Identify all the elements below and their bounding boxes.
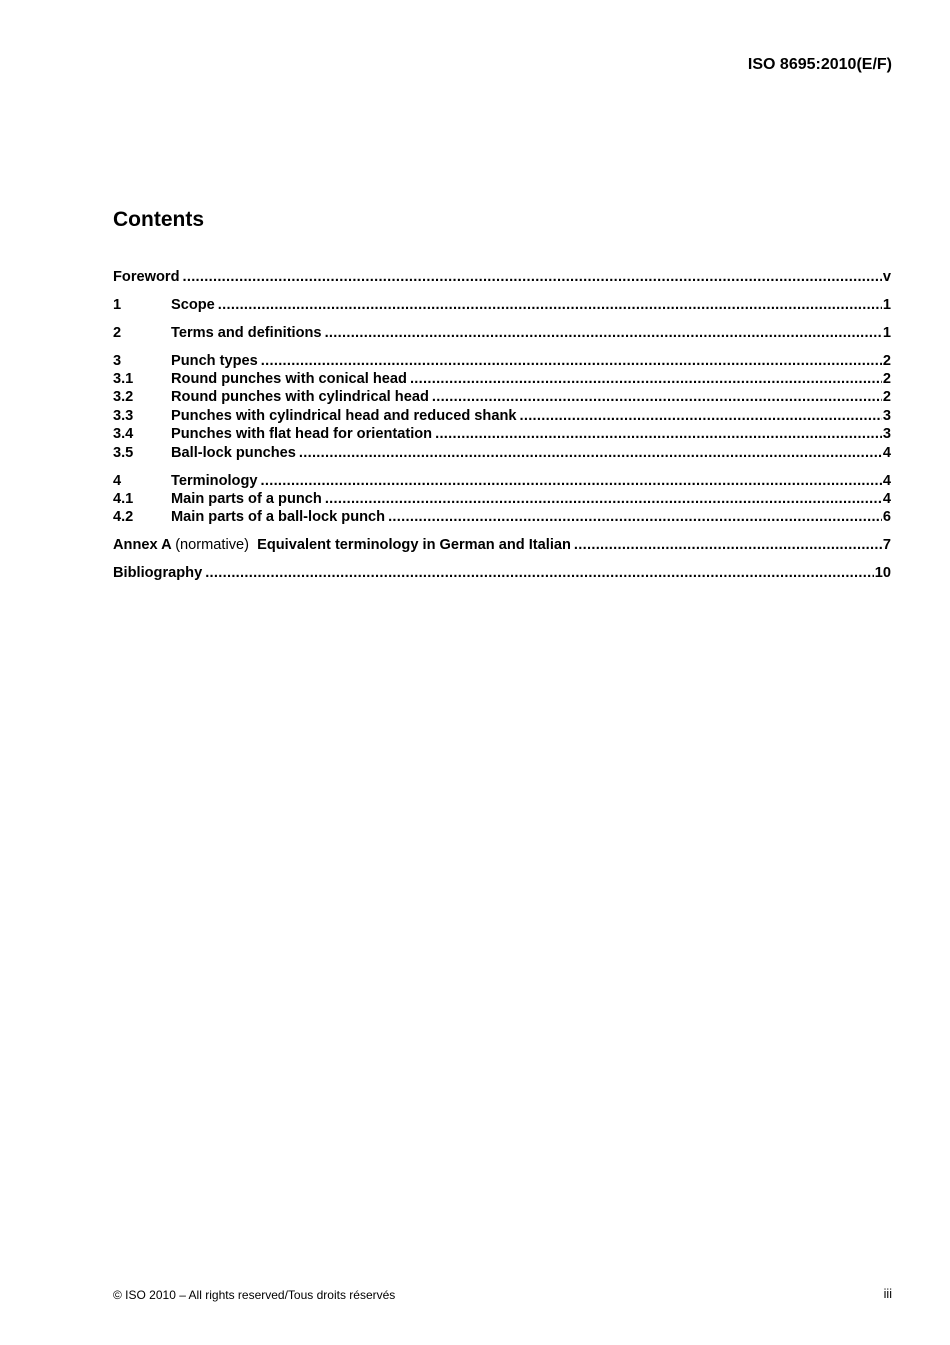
toc-entry-number: 1	[113, 296, 122, 313]
page-number: iii	[883, 1287, 892, 1301]
toc-entry-round-conical[interactable]	[113, 370, 891, 388]
toc-leader-dots	[299, 444, 882, 462]
toc-entry-page: 3	[882, 407, 891, 424]
toc-entry-number: 3.2	[113, 389, 134, 406]
toc-leader-dots	[325, 324, 882, 342]
toc-entry-number: 3	[113, 352, 122, 369]
toc-entry-reduced-shank[interactable]	[113, 407, 891, 425]
toc-entry-number: 2	[113, 324, 122, 341]
toc-entry-flat-head[interactable]	[113, 425, 891, 443]
toc-entry-round-cylindrical[interactable]	[113, 388, 891, 406]
toc-entry-label: Main parts of a punch	[171, 490, 322, 507]
toc-leader-dots	[519, 407, 881, 425]
toc-entry-number: 4.1	[113, 490, 134, 507]
toc-entry-number: 3.1	[113, 371, 134, 388]
annex-title: Equivalent terminology in German and Italian	[257, 537, 571, 554]
toc-entry-number: 4.2	[113, 509, 134, 526]
toc-entry-label: Punch types	[171, 352, 258, 369]
toc-entry-page: 1	[882, 324, 891, 341]
toc-entry-label: Round punches with conical head	[171, 371, 407, 388]
toc-entry-page: 4	[882, 490, 891, 507]
toc-entry-bibliography[interactable]	[113, 564, 891, 582]
toc-entry-number: 3.5	[113, 444, 134, 461]
toc-entry-label: Ball-lock punches	[171, 444, 296, 461]
toc-entry-label: Terms and definitions	[171, 324, 322, 341]
toc-entry-foreword[interactable]	[113, 268, 891, 286]
toc-entry-page: 2	[882, 352, 891, 369]
toc-entry-main-parts-ball-lock[interactable]	[113, 508, 891, 526]
toc-entry-number: 3.4	[113, 426, 134, 443]
toc-entry-punch-types[interactable]	[113, 352, 891, 370]
document-reference: ISO 8695:2010(E/F)	[747, 56, 892, 73]
toc-entry-terminology[interactable]	[113, 472, 891, 490]
toc-leader-dots	[182, 268, 881, 286]
toc-entry-label: Punches with flat head for orientation	[171, 426, 433, 443]
toc-entry-label: Scope	[171, 296, 215, 313]
toc-entry-page: 4	[882, 472, 891, 489]
toc-leader-dots	[410, 370, 882, 388]
toc-entry-main-parts-punch[interactable]	[113, 490, 891, 508]
toc-leader-dots	[261, 352, 882, 370]
toc-entry-label: Foreword	[113, 269, 180, 285]
toc-entry-page: v	[882, 269, 891, 285]
toc-entry-label: Punches with cylindrical head and reduced shank	[171, 407, 517, 424]
toc-leader-dots	[574, 536, 882, 554]
toc-entry-label	[113, 536, 571, 554]
toc-entry-page: 1	[882, 296, 891, 313]
toc-entry-page: 4	[882, 444, 891, 461]
copyright-notice: © ISO 2010 – All rights reserved/Tous droits réservés	[113, 1288, 396, 1302]
toc-leader-dots	[261, 472, 882, 490]
toc-entry-scope[interactable]	[113, 296, 891, 314]
toc-entry-page: 10	[874, 565, 891, 582]
annex-prefix: Annex A	[113, 537, 172, 554]
toc-entry-label: Round punches with cylindrical head	[171, 389, 429, 406]
table-of-contents	[113, 268, 891, 582]
toc-entry-label: Main parts of a ball-lock punch	[171, 509, 386, 526]
toc-entry-page: 6	[882, 509, 891, 526]
toc-leader-dots	[205, 564, 874, 582]
toc-entry-page: 7	[882, 537, 891, 554]
toc-entry-ball-lock[interactable]	[113, 444, 891, 462]
toc-entry-page: 2	[882, 389, 891, 406]
toc-entry-number: 3.3	[113, 407, 134, 424]
toc-entry-annex-a[interactable]	[113, 536, 891, 554]
toc-leader-dots	[325, 490, 882, 508]
toc-entry-number: 4	[113, 472, 122, 489]
toc-entry-terms-and-definitions[interactable]	[113, 324, 891, 342]
page-title: Contents	[113, 208, 204, 231]
toc-leader-dots	[432, 388, 882, 406]
toc-entry-page: 3	[882, 426, 891, 443]
toc-entry-page: 2	[882, 371, 891, 388]
toc-entry-label: Terminology	[171, 472, 258, 489]
annex-note: (normative)	[175, 537, 249, 554]
toc-entry-label: Bibliography	[113, 565, 203, 582]
toc-leader-dots	[435, 425, 882, 443]
toc-leader-dots	[388, 508, 882, 526]
toc-leader-dots	[218, 296, 882, 314]
